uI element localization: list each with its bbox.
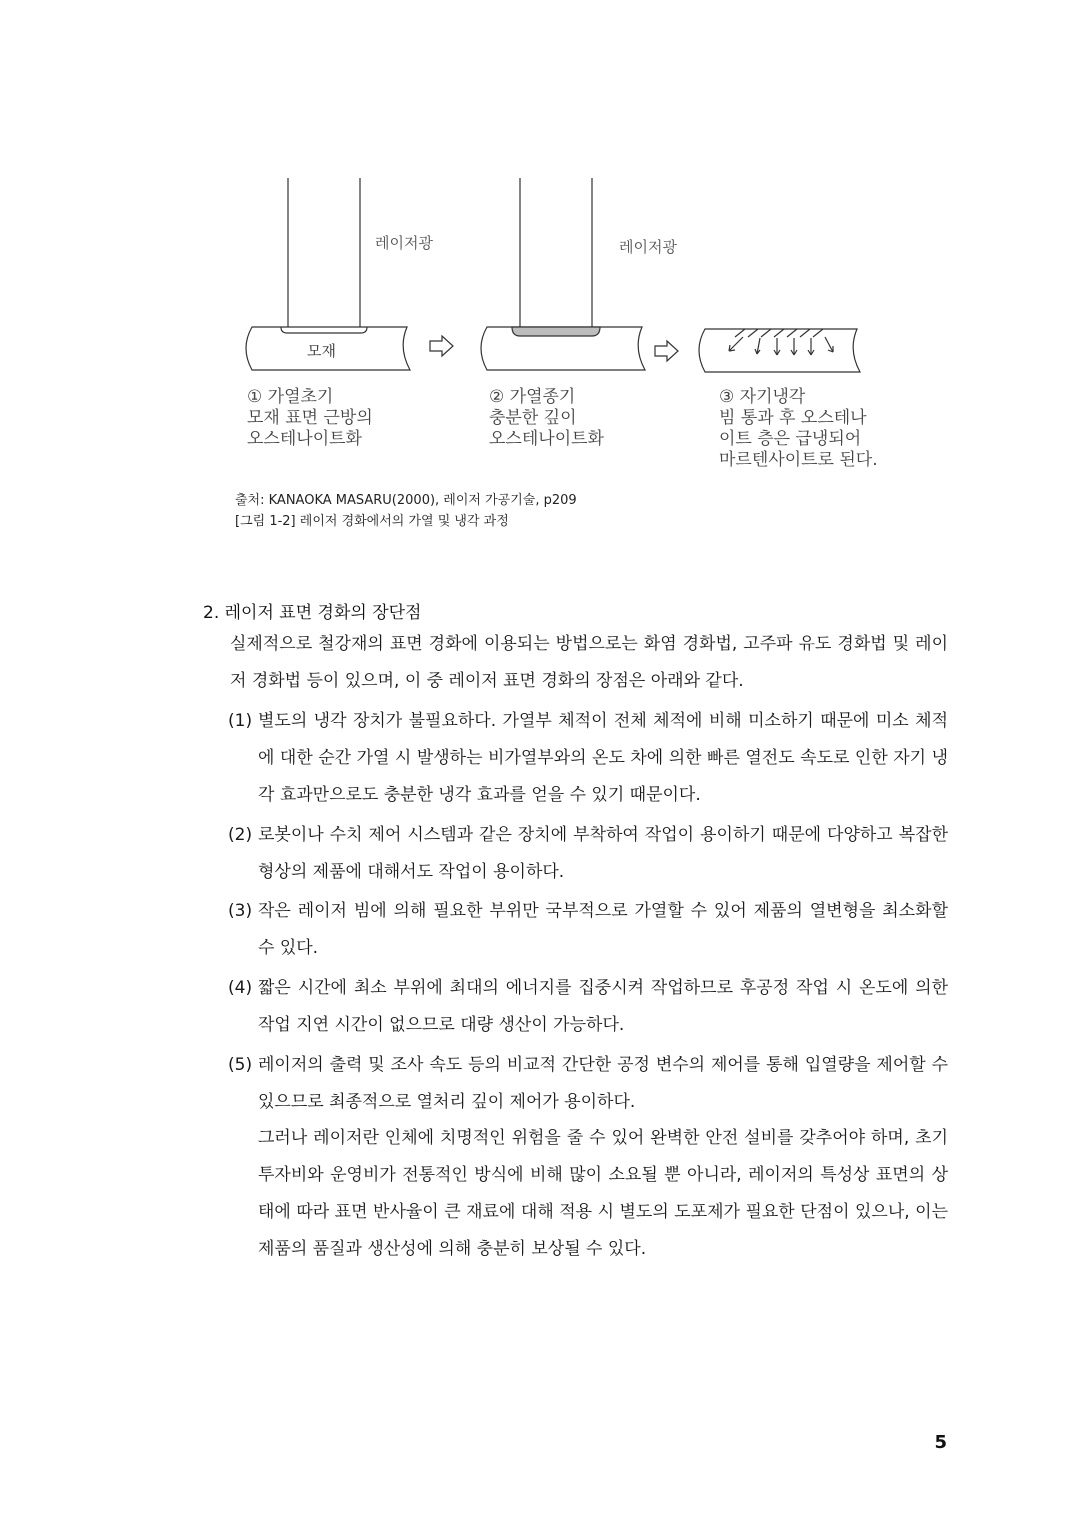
step-2-line-1: ② 가열종기: [489, 387, 576, 407]
page-number: 5: [934, 1432, 947, 1453]
closing-paragraph: 그러나 레이저란 인체에 치명적인 위험을 줄 수 있어 완벽한 안전 설비를 갖추어야 하며, 초기 투자비와 운영비가 전통적인 방식에 비해 많이 소요될 뿐 아니라, 레이저의 특성상 표면의 상태에 따라 표면 반사율이 큰 재료에 대해 적용 시 별도의 도포제가 필요한 단점이 있으나, 이는 제품의 품질과 생산성에 의해 충분히 보상될 수 있다.: [258, 1128, 948, 1259]
list-item-text: 레이저의 출력 및 조사 속도 등의 비교적 간단한 공정 변수의 제어를 통해 입열량을 제어할 수 있으므로 최종적으로 열처리 깊이 제어가 용이하다.: [258, 1055, 948, 1112]
austenite-layer-2: [512, 327, 600, 336]
step-2-description: [489, 387, 604, 450]
process-arrow-2: [655, 341, 678, 361]
cooling-arrows: [729, 337, 833, 355]
list-item-number: (1): [228, 711, 253, 731]
step-3-line-4: 마르텐사이트로 된다.: [719, 450, 878, 470]
step-2-line-3: 오스테나이트화: [489, 429, 604, 449]
step-1-description: [247, 387, 373, 450]
step-3-line-3: 이트 층은 급냉되어: [719, 429, 862, 449]
austenite-layer-1: [281, 327, 367, 333]
figure-source: 출처: KANAOKA MASARU(2000), 레이저 가공기술, p209: [235, 493, 577, 508]
base-metal-label: 모재: [307, 342, 336, 360]
step-1-line-3: 오스테나이트화: [247, 429, 362, 449]
list-item-number: (4): [228, 978, 253, 998]
step-1-line-2: 모재 표면 근방의: [247, 408, 373, 428]
list-item-number: (5): [228, 1055, 253, 1075]
list-item-text: 별도의 냉각 장치가 불필요하다. 가열부 체적이 전체 체적에 비해 미소하기 때문에 미소 체적에 대한 순간 가열 시 발생하는 비가열부와의 온도 차에 의한 빠른 열전도 속도로 인한 자기 냉각 효과만으로도 충분한 냉각 효과를 얻을 수 있기 때문이다.: [258, 711, 948, 805]
list-item-number: (3): [228, 901, 253, 921]
step-3-line-1: ③ 자기냉각: [719, 387, 806, 407]
hatch-pattern: [735, 329, 823, 337]
process-arrow-1: [430, 336, 453, 356]
list-item-number: (2): [228, 825, 253, 845]
figure-caption-block: [235, 490, 577, 532]
list-item-text: 짧은 시간에 최소 부위에 최대의 에너지를 집중시켜 작업하므로 후공정 작업 시 온도에 의한 작업 지연 시간이 없으므로 대량 생산이 가능하다.: [258, 978, 948, 1035]
list-item-text: 로봇이나 수치 제어 시스템과 같은 장치에 부착하여 작업이 용이하기 때문에 다양하고 복잡한 형상의 제품에 대해서도 작업이 용이하다.: [258, 825, 948, 882]
beam-label-1: 레이저광: [375, 234, 433, 252]
list-item: [228, 703, 948, 814]
step-3-line-2: 빔 통과 후 오스테나: [719, 408, 867, 428]
beam-label-2: 레이저광: [619, 238, 677, 256]
step-2-line-2: 충분한 깊이: [489, 408, 577, 428]
section-title: 2. 레이저 표면 경화의 장단점: [203, 603, 422, 623]
list-item: [228, 1047, 948, 1121]
laser-hardening-figure: [235, 170, 915, 490]
step-3-description: [719, 387, 878, 471]
step-1-line-1: ① 가열초기: [247, 387, 334, 407]
figure-caption: [그림 1-2] 레이저 경화에서의 가열 및 냉각 과정: [235, 514, 509, 529]
intro-paragraph: 실제적으로 철강재의 표면 경화에 이용되는 방법으로는 화염 경화법, 고주파 유도 경화법 및 레이저 경화법 등이 있으며, 이 중 레이저 표면 경화의 장점은 아래와 같다.: [230, 634, 948, 691]
list-item: [228, 893, 948, 967]
list-item-text: 작은 레이저 빔에 의해 필요한 부위만 국부적으로 가열할 수 있어 제품의 열변형을 최소화할 수 있다.: [258, 901, 948, 958]
list-item: [228, 817, 948, 891]
list-item: [228, 970, 948, 1044]
